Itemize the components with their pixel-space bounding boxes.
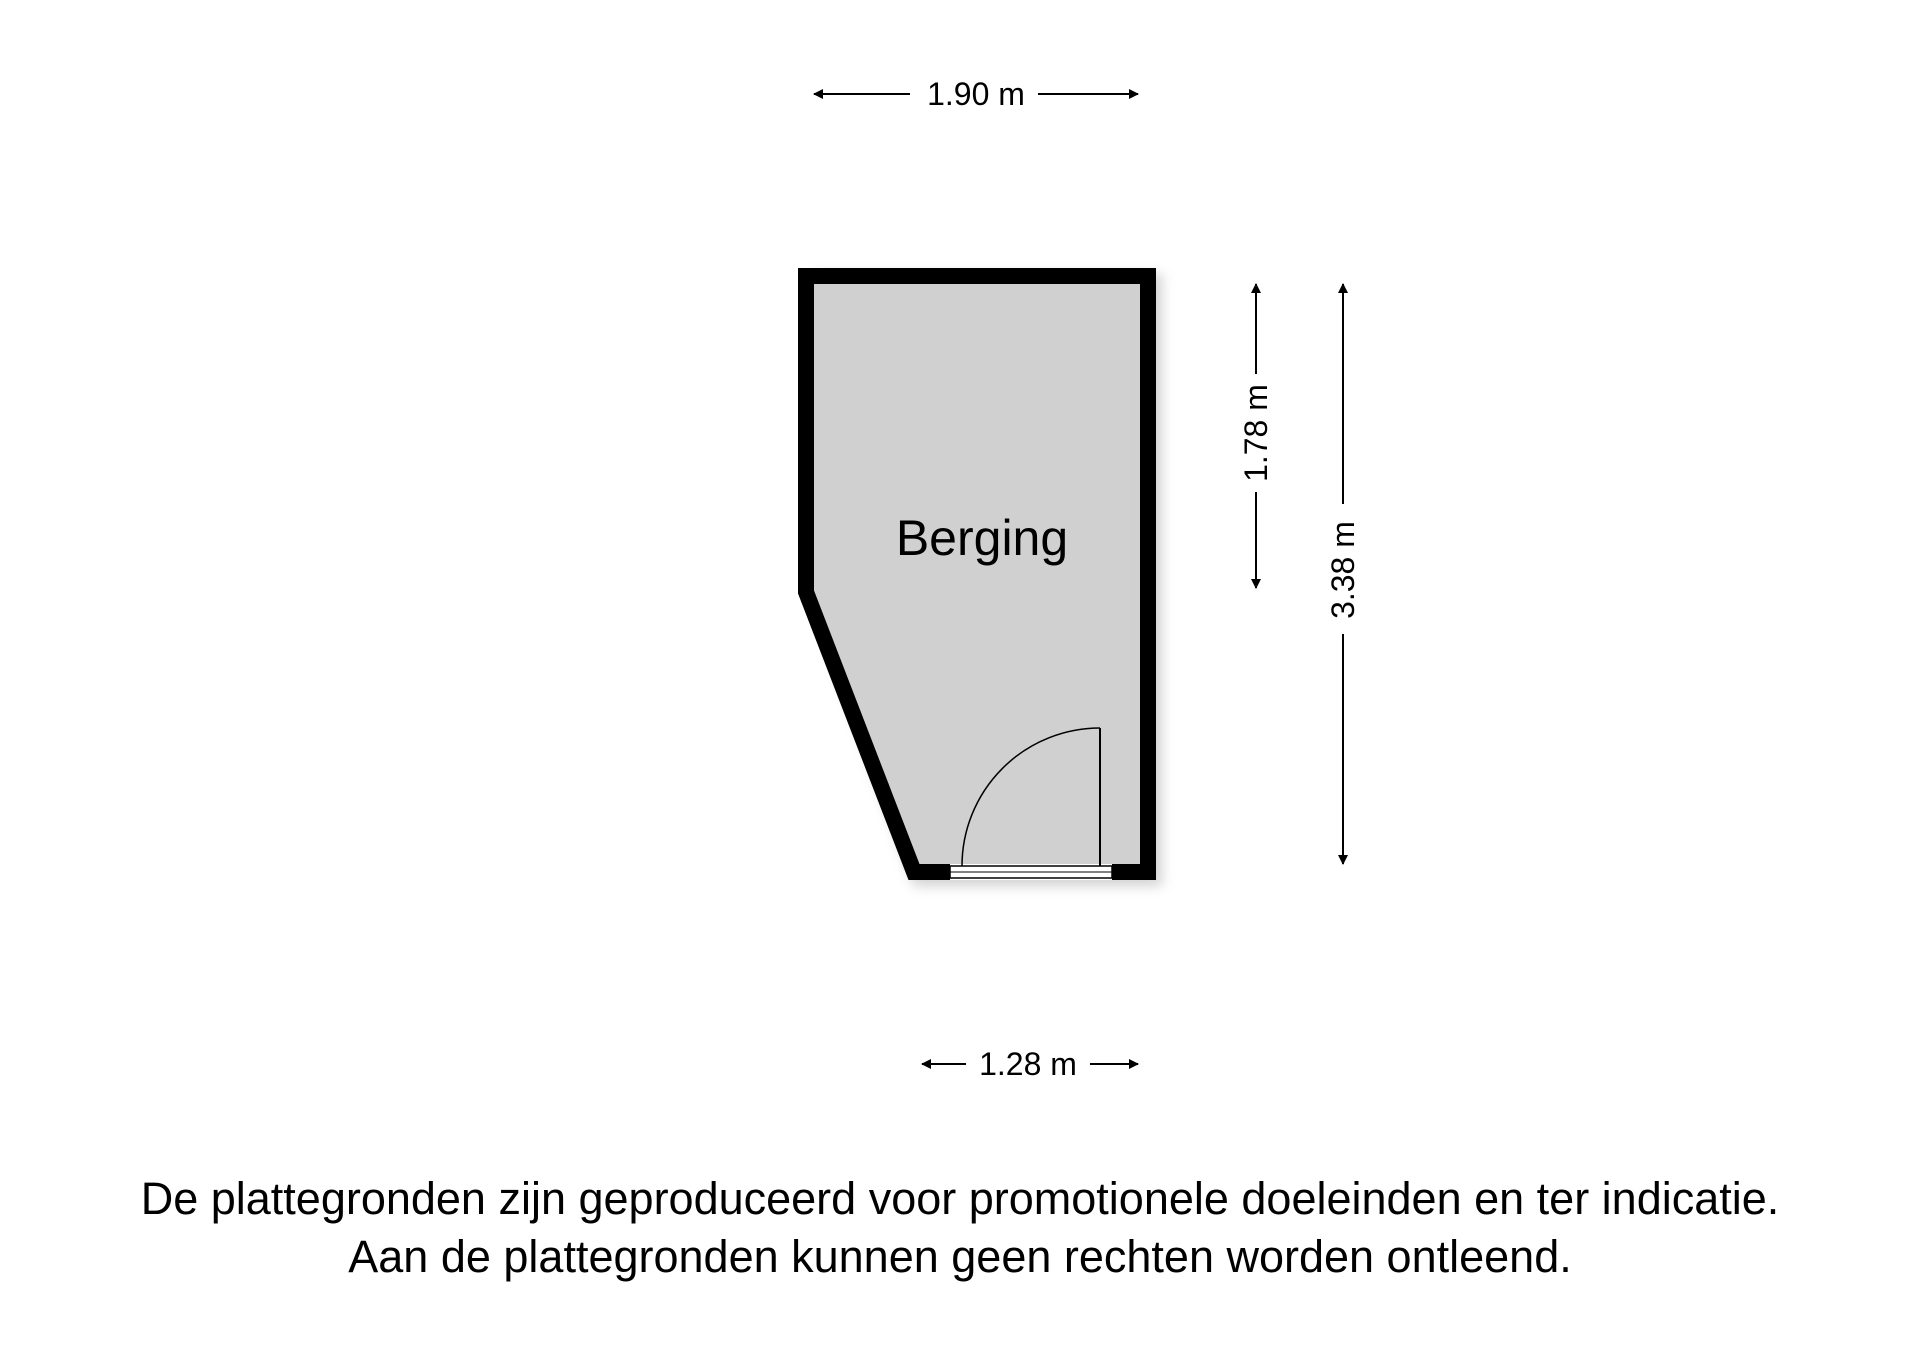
dimension-label-top-width: 1.90 m [927, 76, 1025, 112]
dimension-total-height [1325, 284, 1361, 864]
dimension-upper-height [1238, 284, 1274, 588]
disclaimer-line-2: Aan de plattegronden kunnen geen rechten worden ontleend. [348, 1231, 1572, 1282]
dimension-label-upper-height: 1.78 m [1238, 384, 1274, 482]
dimension-label-total-height: 3.38 m [1325, 521, 1361, 619]
room-label: Berging [895, 510, 1069, 566]
disclaimer-line-1: De plattegronden zijn geproduceerd voor promotionele doeleinden en ter indicatie. [140, 1173, 1780, 1224]
dimension-top-width [814, 76, 1138, 112]
dimension-bottom-width [922, 1046, 1138, 1082]
room-floor [806, 276, 1148, 872]
dimension-label-bottom-width: 1.28 m [979, 1046, 1077, 1082]
